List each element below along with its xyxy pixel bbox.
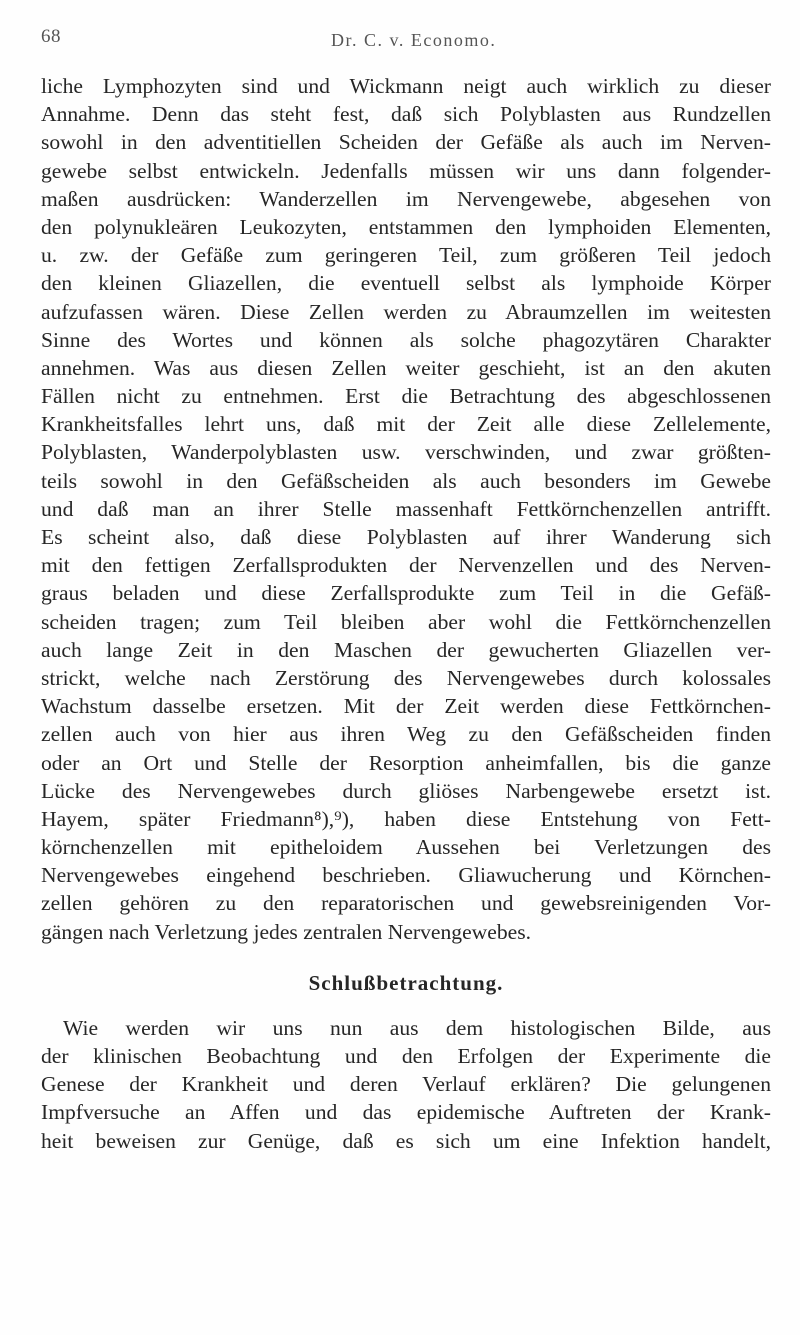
text-line: Hayem, später Friedmann⁸),⁹), haben diese Entstehung von Fett-	[41, 806, 771, 831]
text-line: Es scheint also, daß diese Polyblasten auf ihrer Wanderung sich	[41, 525, 771, 549]
text-line: annehmen. Was aus diesen Zellen weiter geschieht, ist an den akuten	[41, 355, 771, 380]
text-line: Krankheitsfalles lehrt uns, daß mit der Zeit alle diese Zellelemente,	[41, 412, 771, 437]
page-header	[41, 24, 771, 64]
text-line: aufzufassen wären. Diese Zellen werden zu Abraumzellen im weitesten	[41, 299, 771, 324]
text-line: Impfversuche an Affen und das epidemische Auftreten der Krank-	[41, 1100, 771, 1125]
text-line: heit beweisen zur Genüge, daß es sich um eine Infektion handelt,	[41, 1128, 771, 1153]
text-line: maßen ausdrücken: Wanderzellen im Nervengewebe, abgesehen von	[41, 186, 771, 211]
text-line: Fällen nicht zu entnehmen. Erst die Betrachtung des abgeschlossenen	[41, 384, 771, 409]
section-heading: Schlußbetrachtung.	[308, 970, 504, 995]
text-line: gewebe selbst entwickeln. Jedenfalls müssen wir uns dann folgender-	[41, 158, 771, 183]
text-line: strickt, welche nach Zerstörung des Nervengewebes durch kolossales	[41, 665, 771, 690]
text-line: Wachstum dasselbe ersetzen. Mit der Zeit werden diese Fettkörnchen-	[41, 694, 771, 719]
text-line: sowohl in den adventitiellen Scheiden der Gefäße als auch im Nerven-	[41, 130, 771, 155]
text-line: Wie werden wir uns nun aus dem histologischen Bilde, aus	[63, 1015, 771, 1040]
text-line: zellen auch von hier aus ihren Weg zu den Gefäßscheiden finden	[41, 722, 771, 747]
text-line: zellen gehören zu den reparatorischen und gewebsreinigenden Vor-	[41, 891, 771, 916]
text-line: Lücke des Nervengewebes durch gliöses Narbengewebe ersetzt ist.	[41, 778, 771, 803]
text-line: oder an Ort und Stelle der Resorption anheimfallen, bis die ganze	[41, 750, 771, 775]
text-line: teils sowohl in den Gefäßscheiden als auch besonders im Gewebe	[41, 468, 771, 493]
text-line: der klinischen Beobachtung und den Erfolgen der Experimente die	[41, 1044, 771, 1068]
paragraph-histology	[41, 72, 771, 946]
text-line: auch lange Zeit in den Maschen der gewucherten Gliazellen ver-	[41, 637, 771, 662]
text-line: Polyblasten, Wanderpolyblasten usw. verschwinden, und zwar größten-	[41, 440, 771, 465]
paragraph-conclusion	[41, 1014, 771, 1155]
text-line: Genese der Krankheit und deren Verlauf erklären? Die gelungenen	[41, 1072, 771, 1097]
page-number: 68	[41, 26, 61, 47]
text-line: den kleinen Gliazellen, die eventuell selbst als lymphoide Körper	[41, 271, 771, 296]
text-line: graus beladen und diese Zerfallsprodukte zum Teil in die Gefäß-	[41, 581, 771, 606]
text-line: körnchenzellen mit epitheloidem Aussehen bei Verletzungen des	[41, 835, 771, 860]
text-line: scheiden tragen; zum Teil bleiben aber wohl die Fettkörnchenzellen	[41, 609, 771, 634]
text-line: den polynukleären Leukozyten, entstammen den lymphoiden Elementen,	[41, 214, 771, 239]
text-line: Sinne des Wortes und können als solche phagozytären Charakter	[41, 327, 771, 352]
page-body	[41, 72, 771, 1155]
text-line: liche Lymphozyten sind und Wickmann neigt auch wirklich zu dieser	[41, 74, 771, 98]
text-line: gängen nach Verletzung jedes zentralen Nervengewebes.	[41, 919, 532, 944]
running-head: Dr. C. v. Economo.	[331, 30, 497, 50]
text-line: Annahme. Denn das steht fest, daß sich Polyblasten aus Rundzellen	[41, 102, 771, 127]
text-line: Nervengewebes eingehend beschrieben. Gliawucherung und Körnchen-	[41, 863, 771, 888]
text-line: und daß man an ihrer Stelle massenhaft Fettkörnchenzellen antrifft.	[41, 496, 771, 521]
text-line: u. zw. der Gefäße zum geringeren Teil, zum größeren Teil jedoch	[41, 243, 771, 268]
text-line: mit den fettigen Zerfallsprodukten der Nervenzellen und des Nerven-	[41, 553, 771, 578]
